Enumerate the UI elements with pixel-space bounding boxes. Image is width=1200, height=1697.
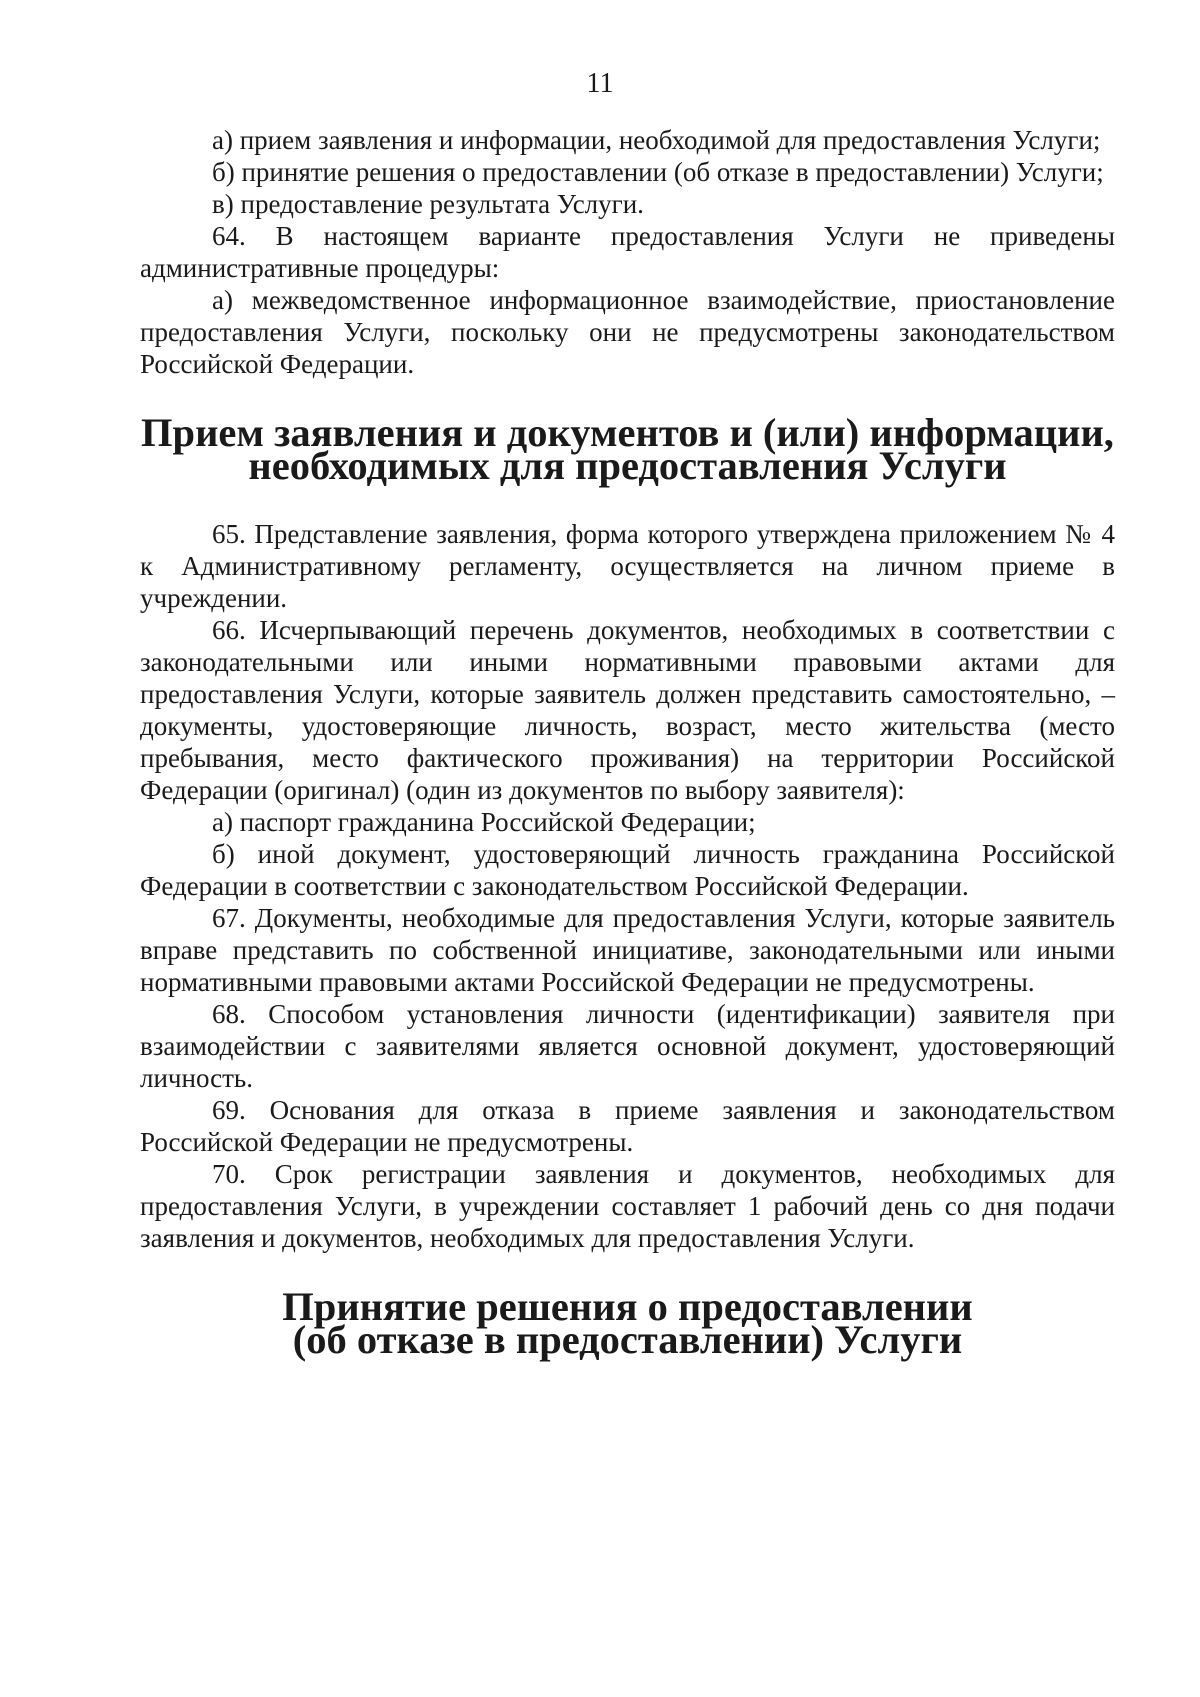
paragraph-item-b: б) принятие решения о предоставлении (об отказе в предоставлении) Услуги; (212, 157, 1104, 187)
paragraph-67: 67. Документы, необходимые для предоставления Услуги, которые заявитель вправе представить по собственной инициативе, законодательными или иными нормативными правовыми актами Российской Федерации не предусмотрены. (140, 903, 1115, 997)
section-heading-line: необходимых для предоставления Услуги (248, 443, 1007, 488)
section-heading-application-intake (140, 410, 1115, 488)
paragraph-item-v: в) предоставление результата Услуги. (212, 189, 644, 219)
paragraph-68: 68. Способом установления личности (идентификации) заявителя при взаимодействии с заявителями является основной документ, удостоверяющий личность. (140, 999, 1115, 1093)
document-body (140, 124, 1115, 1362)
section-heading-line: Прием заявления и документов и (или) информации, (141, 410, 1114, 455)
paragraph-65: 65. Представление заявления, форма которого утверждена приложением № 4 к Административному регламенту, осуществляется на личном приеме в учреждении. (140, 519, 1115, 613)
paragraph-item-a: а) прием заявления и информации, необходимой для предоставления Услуги; (212, 125, 1101, 155)
paragraph-66: 66. Исчерпывающий перечень документов, необходимых в соответствии с законодательными или иными нормативными правовыми актами для предоставления Услуги, которые заявитель должен представить самостоятельно, – документы, удостоверяющие личность, возраст, место жительства (место пребывания, место фактического проживания) на территории Российской Федерации (оригинал) (один из документов по выбору заявителя): (140, 615, 1115, 805)
section-heading-line: Принятие решения о предоставлении (282, 1284, 973, 1329)
page-number: 11 (586, 68, 614, 99)
paragraph-69: 69. Основания для отказа в приеме заявления и законодательством Российской Федерации не предусмотрены. (140, 1095, 1115, 1157)
paragraph-64-item-a: а) межведомственное информационное взаимодействие, приостановление предоставления Услуги, поскольку они не предусмотрены законодательством Российской Федерации. (140, 285, 1115, 379)
paragraph-70: 70. Срок регистрации заявления и документов, необходимых для предоставления Услуги, в учреждении составляет 1 рабочий день со дня подачи заявления и документов, необходимых для предоставления Услуги. (140, 1159, 1115, 1253)
paragraph-64: 64. В настоящем варианте предоставления Услуги не приведены административные процедуры: (140, 221, 1115, 283)
section-heading-line: (об отказе в предоставлении) Услуги (292, 1317, 963, 1362)
paragraph-66-item-b: б) иной документ, удостоверяющий личность гражданина Российской Федерации в соответствии с законодательством Российской Федерации. (140, 839, 1115, 901)
paragraph-66-item-a: а) паспорт гражданина Российской Федерации; (212, 807, 756, 837)
section-heading-decision (140, 1284, 1115, 1362)
